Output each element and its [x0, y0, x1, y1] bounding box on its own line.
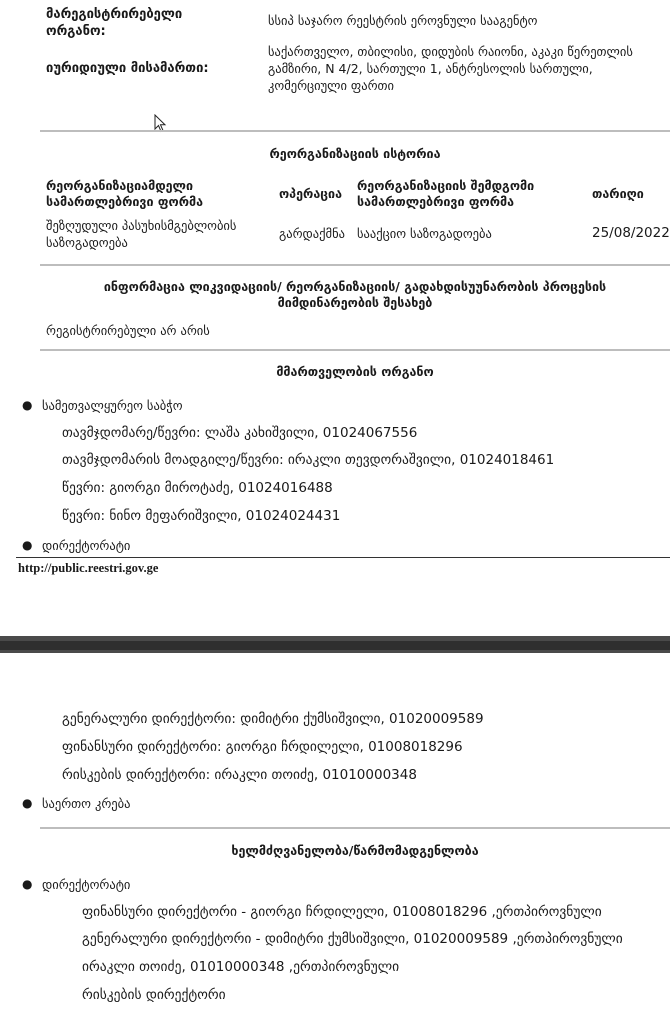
bullet-icon: ●: [22, 538, 33, 552]
divider: [40, 349, 670, 351]
representation-title: ხელმძღვანელობა/წარმომადგენლობა: [231, 843, 479, 858]
liquidation-value: რეგისტრირებული არ არის: [46, 323, 210, 338]
reorg-row-prev-form: შეზღუდული პასუხისმგებლობის საზოგადოება: [46, 218, 237, 250]
bullet-icon: ●: [22, 796, 33, 810]
board-member: თავმჯდომარის მოადგილე/წევრი: ირაკლი თევდორაშვილი, 01024018461: [62, 452, 555, 468]
reorg-header-operation: ოპერაცია: [279, 186, 342, 201]
representation-entry: ფინანსური დირექტორი - გიორგი ჩრდილელი, 01008018296 ,ერთპიროვნული: [82, 904, 602, 920]
reorg-row-date: 25/08/2022: [592, 225, 670, 241]
divider: [40, 264, 670, 266]
page-footer-rule: [16, 557, 670, 558]
director-entry: რისკების დირექტორი: ირაკლი თოიძე, 01010000348: [62, 767, 417, 783]
divider: [40, 827, 670, 829]
general-meeting: საერთო კრება: [42, 796, 131, 811]
reorg-row-next-form: სააქციო საზოგადოება: [357, 226, 492, 241]
registrar-value: სსიპ საჯარო რეესტრის ეროვნული სააგენტო: [268, 13, 538, 28]
liquidation-title: ინფორმაცია ლიკვიდაციის/ რეორგანიზაციის/ გადახდისუუნარობის პროცესის მიმდინარეობის შესახებ: [103, 279, 607, 310]
representation-entry: გენერალური დირექტორი - დიმიტრი ქუმსიშვილი, 01020009589 ,ერთპიროვნული: [82, 931, 623, 947]
reorg-header-prev-form: რეორგანიზაციამდელი სამართლებრივი ფორმა: [46, 178, 204, 209]
board-member: წევრი: ნინო მეფარიშვილი, 01024024431: [62, 508, 341, 524]
reorg-header-next-form: რეორგანიზაციის შემდგომი სამართლებრივი ფორმა: [357, 178, 535, 209]
page-break-shadow: [0, 641, 670, 650]
footer-url[interactable]: http://public.reestri.gov.ge: [18, 561, 159, 575]
registrar-label: მარეგისტრირებელი ორგანო:: [46, 7, 183, 39]
divider: [40, 130, 670, 132]
representation-directorate: დირექტორატი: [42, 877, 131, 892]
board-member: თავმჯდომარე/წევრი: ლაშა კახიშვილი, 01024067556: [62, 425, 418, 441]
representation-entry: რისკების დირექტორი: [82, 987, 226, 1003]
director-entry: გენერალური დირექტორი: დიმიტრი ქუმსიშვილი, 01020009589: [62, 711, 484, 727]
representation-entry: ირაკლი თოიძე, 01010000348 ,ერთპიროვნული: [82, 959, 400, 975]
reorganization-title: რეორგანიზაციის ისტორია: [269, 146, 441, 161]
reorg-row-operation: გარდაქმნა: [279, 226, 345, 241]
directorate: დირექტორატი: [42, 538, 131, 553]
bullet-icon: ●: [22, 398, 33, 412]
legal-address-value: საქართველო, თბილისი, დიდუბის რაიონი, აკაკი წერეთლის გამზირი, N 4/2, სართული 1, ანტრესოლის სართული, კომერციული ფართი: [268, 44, 633, 93]
director-entry: ფინანსური დირექტორი: გიორგი ჩრდილელი, 01008018296: [62, 739, 463, 755]
supervisory-board: სამეთვალყურეო საბჭო: [42, 398, 183, 413]
legal-address-label: იურიდიული მისამართი:: [46, 61, 209, 76]
management-title: მმართველობის ორგანო: [276, 364, 434, 379]
bullet-icon: ●: [22, 877, 33, 891]
board-member: წევრი: გიორგი მიროტაძე, 01024016488: [62, 480, 333, 496]
reorg-header-date: თარიღი: [592, 186, 644, 201]
